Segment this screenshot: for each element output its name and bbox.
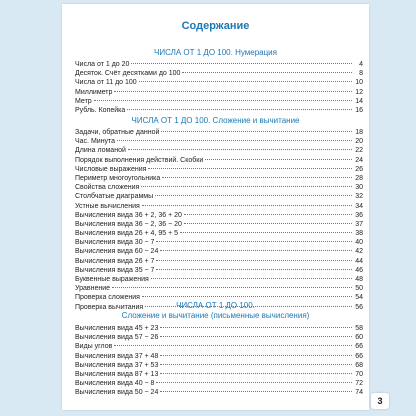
book-page [62, 4, 369, 410]
dot-leader [160, 327, 352, 328]
toc-entry-title: Вычисления вида 37 + 48 [75, 352, 159, 360]
toc-entry-page: 42 [355, 248, 363, 256]
toc-entry [75, 97, 363, 106]
dot-leader [142, 205, 352, 206]
toc-entry-title: Вычисления вида 37 + 53 [75, 361, 159, 369]
toc-entry-page: 66 [355, 343, 363, 351]
toc-entry-page: 66 [355, 352, 363, 360]
dot-leader [161, 131, 352, 132]
toc-entry-page: 44 [355, 257, 363, 265]
toc-entry-title: Порядок выполнения действий. Скобки [75, 156, 204, 164]
toc-entry-title: Вычисления вида 26 + 4, 95 + 5 [75, 230, 179, 238]
dot-leader [156, 260, 352, 261]
dot-leader [139, 81, 352, 82]
toc-entry-page: 16 [355, 106, 363, 114]
toc-entry [75, 342, 363, 351]
dot-leader [127, 109, 352, 110]
toc-entry [75, 106, 363, 115]
dot-leader [155, 195, 352, 196]
toc-entry-page: 50 [355, 285, 363, 293]
toc-entry-page: 26 [355, 165, 363, 173]
toc-entry [75, 60, 363, 69]
dot-leader [184, 214, 352, 215]
toc-entry [75, 202, 363, 211]
toc-entry-page: 74 [355, 389, 363, 397]
dot-leader [182, 72, 352, 73]
toc-entry [75, 137, 363, 146]
toc-entry-title: Периметр многоугольника [75, 174, 161, 182]
dot-leader [112, 287, 352, 288]
toc-entry-page: 8 [359, 70, 363, 78]
toc-entry-title: Проверка сложения [75, 294, 140, 302]
page-title: Содержание [181, 20, 250, 32]
toc-entry [75, 379, 363, 388]
toc-entry [75, 266, 363, 275]
toc-entry [75, 275, 363, 284]
section-heading-written-calculations [62, 301, 369, 321]
dot-leader [151, 278, 352, 279]
dot-leader [156, 269, 352, 270]
toc-entry-page: 37 [355, 220, 363, 228]
toc-list-section-2 [75, 128, 363, 312]
toc-entry-page: 34 [355, 202, 363, 210]
toc-entry-page: 68 [355, 361, 363, 369]
toc-entry-page: 24 [355, 156, 363, 164]
toc-entry [75, 238, 363, 247]
toc-entry-page: 54 [355, 294, 363, 302]
toc-entry-title: Вычисления вида 36 + 2, 36 + 20 [75, 211, 182, 219]
toc-entry-title: Вычисления вида 50 − 24 [75, 389, 159, 397]
toc-entry-title: Столбчатые диаграммы [75, 193, 154, 201]
section-heading-line: Сложение и вычитание (письменные вычисления) [121, 311, 310, 320]
dot-leader [180, 232, 352, 233]
dot-leader [156, 382, 352, 383]
toc-entry [75, 324, 363, 333]
toc-entry [75, 128, 363, 137]
toc-entry-page: 46 [355, 266, 363, 274]
dot-leader [160, 373, 352, 374]
section-heading-line: ЧИСЛА ОТ 1 ДО 100. Сложение и вычитание [131, 116, 300, 125]
toc-entry-title: Уравнение [75, 285, 111, 293]
toc-entry-page: 22 [355, 147, 363, 155]
toc-entry [75, 247, 363, 256]
toc-entry-title: Длина ломаной [75, 147, 126, 155]
toc-entry-page: 28 [355, 174, 363, 182]
toc-entry [75, 370, 363, 379]
toc-entry-page: 30 [355, 184, 363, 192]
dot-leader [117, 140, 352, 141]
toc-entry [75, 174, 363, 183]
toc-entry-title: Вычисления вида 35 − 7 [75, 266, 155, 274]
toc-entry-title: Метр [75, 97, 92, 105]
toc-entry [75, 69, 363, 78]
dot-leader [114, 91, 352, 92]
dot-leader [160, 355, 352, 356]
toc-entry-page: 20 [355, 138, 363, 146]
toc-entry [75, 165, 363, 174]
toc-entry [75, 156, 363, 165]
toc-entry [75, 183, 363, 192]
toc-entry-title: Вычисления вида 40 − 8 [75, 380, 155, 388]
dot-leader [160, 336, 352, 337]
section-heading-addition-subtraction [62, 116, 369, 126]
toc-entry-title: Вычисления вида 45 + 23 [75, 325, 159, 332]
toc-entry-page: 32 [355, 193, 363, 201]
dot-leader [160, 391, 352, 392]
toc-entry-page: 12 [355, 88, 363, 96]
dot-leader [142, 296, 352, 297]
toc-entry-page: 18 [355, 129, 363, 136]
toc-entry-title: Виды углов [75, 343, 113, 351]
toc-entry [75, 88, 363, 97]
toc-entry-title: Числовые выражения [75, 165, 147, 173]
dot-leader [128, 149, 352, 150]
toc-entry-title: Числа от 11 до 100 [75, 79, 137, 87]
dot-leader [114, 345, 352, 346]
dot-leader [160, 364, 352, 365]
toc-entry-title: Устные вычисления [75, 202, 140, 210]
toc-entry [75, 192, 363, 201]
toc-entry-title: Рубль. Копейка [75, 106, 126, 114]
toc-entry [75, 333, 363, 342]
toc-entry-title: Задачи, обратные данной [75, 129, 160, 136]
dot-leader [131, 63, 352, 64]
dot-leader [94, 100, 352, 101]
toc-entry-page: 60 [355, 334, 363, 342]
toc-entry [75, 352, 363, 361]
dot-leader [148, 168, 352, 169]
dot-leader [141, 186, 352, 187]
toc-entry-page: 56 [355, 303, 363, 311]
toc-entry-title: Вычисления вида 87 + 13 [75, 370, 159, 378]
toc-entry-page: 4 [359, 61, 363, 68]
toc-entry-title: Буквенные выражения [75, 276, 149, 283]
toc-entry-page: 48 [355, 276, 363, 283]
toc-entry-page: 10 [355, 79, 363, 87]
toc-entry-title: Вычисления вида 60 − 24 [75, 248, 159, 256]
section-heading-line: ЧИСЛА ОТ 1 ДО 100. Нумерация [154, 48, 277, 57]
toc-entry-title: Свойства сложения [75, 184, 140, 192]
toc-entry-page: 40 [355, 239, 363, 247]
toc-entry-page: 36 [355, 211, 363, 219]
toc-entry [75, 388, 363, 397]
toc-entry-page: 58 [355, 325, 363, 332]
dot-leader [205, 159, 352, 160]
toc-entry [75, 220, 363, 229]
toc-entry-page: 38 [355, 230, 363, 238]
section-heading-line: ЧИСЛА ОТ 1 ДО 100. [176, 301, 255, 310]
toc-entry-title: Числа от 1 до 20 [75, 61, 130, 68]
toc-entry-title: Десяток. Счёт десятками до 100 [75, 70, 181, 78]
dot-leader [162, 177, 352, 178]
toc-entry-title: Вычисления вида 26 + 7 [75, 257, 155, 265]
toc-entry-title: Вычисления вида 30 − 7 [75, 239, 155, 247]
toc-entry-page: 70 [355, 370, 363, 378]
toc-entry [75, 78, 363, 87]
toc-entry-page: 14 [355, 97, 363, 105]
toc-list-section-3 [75, 324, 363, 398]
toc-entry [75, 361, 363, 370]
toc-entry [75, 211, 363, 220]
page-number-badge: 3 [371, 393, 389, 409]
toc-list-section-1 [75, 60, 363, 115]
toc-entry-page: 72 [355, 380, 363, 388]
toc-entry [75, 146, 363, 155]
toc-entry [75, 284, 363, 293]
dot-leader [184, 223, 352, 224]
toc-entry-title: Вычисления вида 36 − 2, 36 − 20 [75, 220, 182, 228]
toc-entry [75, 229, 363, 238]
toc-entry-title: Вычисления вида 57 − 26 [75, 334, 159, 342]
toc-entry [75, 257, 363, 266]
section-heading-numeration [62, 48, 369, 58]
toc-entry-title: Проверка вычитания [75, 303, 144, 311]
dot-leader [160, 250, 352, 251]
toc-entry-title: Миллиметр [75, 88, 113, 96]
dot-leader [156, 241, 352, 242]
toc-entry-title: Час. Минута [75, 138, 116, 146]
